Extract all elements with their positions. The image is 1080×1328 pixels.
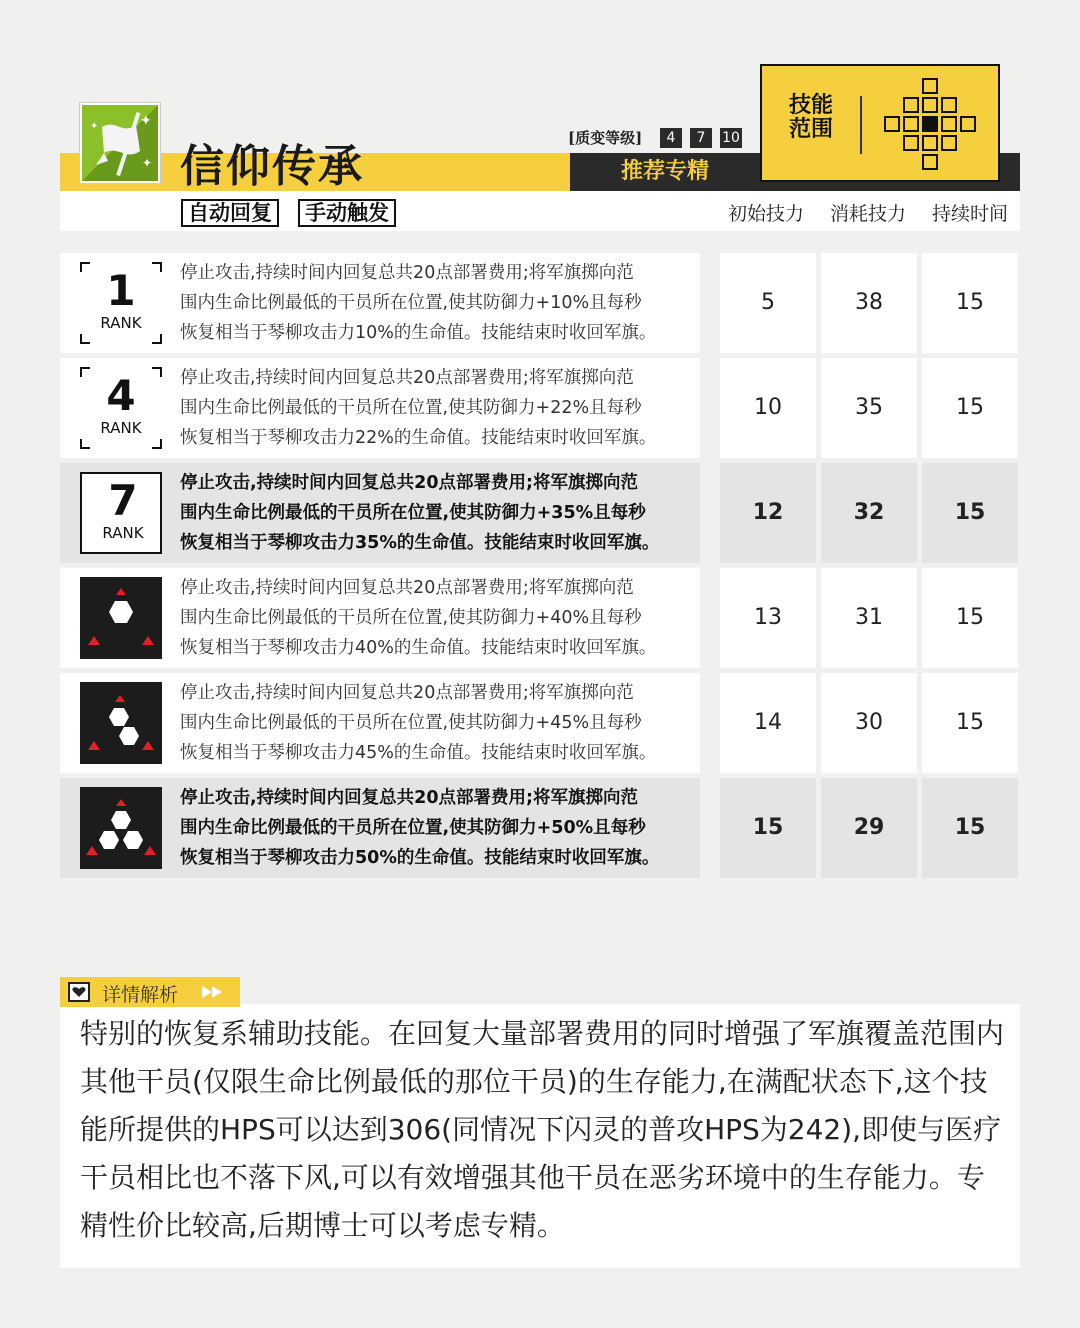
rank-number: 7 xyxy=(108,476,138,525)
tag-manual-trigger: 手动触发 xyxy=(298,199,396,227)
skill-title: 信仰传承 xyxy=(180,141,364,192)
duration-value: 15 xyxy=(922,463,1018,563)
corner-mark xyxy=(152,334,162,344)
level-label: [质变等级] xyxy=(568,129,643,147)
column-header-duration: 持续时间 xyxy=(932,203,1009,225)
rank-number: 1 xyxy=(106,266,136,315)
rank-badge xyxy=(80,262,162,344)
column-header-cost-sp: 消耗技力 xyxy=(830,203,907,225)
arrow-right-icon xyxy=(200,984,226,1000)
duration-value: 15 xyxy=(922,253,1018,353)
level-box: 4 xyxy=(660,128,682,148)
cost-sp-value: 29 xyxy=(821,778,917,878)
rank-badge xyxy=(80,367,162,449)
duration-value: 15 xyxy=(922,358,1018,458)
range-divider xyxy=(860,96,862,154)
initial-sp-value: 12 xyxy=(720,463,816,563)
rank-text: RANK xyxy=(102,524,144,542)
skill-description: 停止攻击,持续时间内回复总共20点部署费用;将军旗掷向范 围内生命比例最低的干员所在位置,使其防御力+22%且每秒 恢复相当于琴柳攻击力22%的生命值。技能结束时收回军旗。 xyxy=(180,368,657,448)
range-label-line: 技能 xyxy=(788,93,833,118)
initial-sp-value: 10 xyxy=(720,358,816,458)
svg-text:✦: ✦ xyxy=(90,121,99,132)
heart-icon xyxy=(68,982,90,1002)
elite-1-icon xyxy=(80,577,162,659)
range-label-line: 范围 xyxy=(788,117,833,142)
range-grid-icon xyxy=(882,76,982,172)
svg-text:✦: ✦ xyxy=(140,113,152,129)
detail-text: 特别的恢复系辅助技能。在回复大量部署费用的同时增强了军旗覆盖范围内其他干员(仅限生命比例最低的那位干员)的生存能力,在满配状态下,这个技能所提供的HPS可以达到306(同情况下闪灵的普攻HPS为242),即使与医疗干员相比也不落下风,可以有效增强其他干员在恶劣环境中的生存能力。专精性价比较高,后期博士可以考虑专精。 xyxy=(80,1017,1005,1242)
rank-number: 4 xyxy=(106,371,136,420)
duration-value: 15 xyxy=(922,778,1018,878)
skill-description: 停止攻击,持续时间内回复总共20点部署费用;将军旗掷向范 围内生命比例最低的干员所在位置,使其防御力+45%且每秒 恢复相当于琴柳攻击力45%的生命值。技能结束时收回军旗。 xyxy=(180,683,657,763)
duration-value: 15 xyxy=(922,568,1018,668)
detail-tab xyxy=(60,977,240,1007)
corner-mark xyxy=(80,439,90,449)
skill-range-panel xyxy=(760,64,1000,182)
initial-sp-value: 15 xyxy=(720,778,816,878)
detail-tab-label: 详情解析 xyxy=(102,984,179,1006)
cost-sp-value: 35 xyxy=(821,358,917,458)
skill-description: 停止攻击,持续时间内回复总共20点部署费用;将军旗掷向范 围内生命比例最低的干员所在位置,使其防御力+35%且每秒 恢复相当于琴柳攻击力35%的生命值。技能结束时收回军旗。 xyxy=(180,473,660,553)
cost-sp-value: 38 xyxy=(821,253,917,353)
level-box: 10 xyxy=(720,128,742,148)
duration-value: 15 xyxy=(922,673,1018,773)
tag-auto-recovery: 自动回复 xyxy=(181,199,279,227)
range-label xyxy=(772,94,850,142)
corner-mark xyxy=(80,334,90,344)
cost-sp-value: 31 xyxy=(821,568,917,668)
initial-sp-value: 14 xyxy=(720,673,816,773)
elite-2-icon xyxy=(80,682,162,764)
elite-3-icon xyxy=(80,787,162,869)
recommend-label: 推荐专精 xyxy=(620,159,709,184)
level-box: 7 xyxy=(690,128,712,148)
skill-description: 停止攻击,持续时间内回复总共20点部署费用;将军旗掷向范 围内生命比例最低的干员所在位置,使其防御力+40%且每秒 恢复相当于琴柳攻击力40%的生命值。技能结束时收回军旗。 xyxy=(180,578,657,658)
column-header-initial-sp: 初始技力 xyxy=(728,203,805,225)
cost-sp-value: 30 xyxy=(821,673,917,773)
initial-sp-value: 13 xyxy=(720,568,816,668)
initial-sp-value: 5 xyxy=(720,253,816,353)
cost-sp-value: 32 xyxy=(821,463,917,563)
rank-text: RANK xyxy=(100,419,142,437)
skill-description: 停止攻击,持续时间内回复总共20点部署费用;将军旗掷向范 围内生命比例最低的干员所在位置,使其防御力+10%且每秒 恢复相当于琴柳攻击力10%的生命值。技能结束时收回军旗。 xyxy=(180,263,657,343)
skill-flag-icon xyxy=(80,103,160,183)
svg-text:✦: ✦ xyxy=(142,156,153,170)
corner-mark xyxy=(152,439,162,449)
rank-text: RANK xyxy=(100,314,142,332)
skill-description: 停止攻击,持续时间内回复总共20点部署费用;将军旗掷向范 围内生命比例最低的干员所在位置,使其防御力+50%且每秒 恢复相当于琴柳攻击力50%的生命值。技能结束时收回军旗。 xyxy=(180,788,660,868)
rank-badge xyxy=(80,472,162,554)
